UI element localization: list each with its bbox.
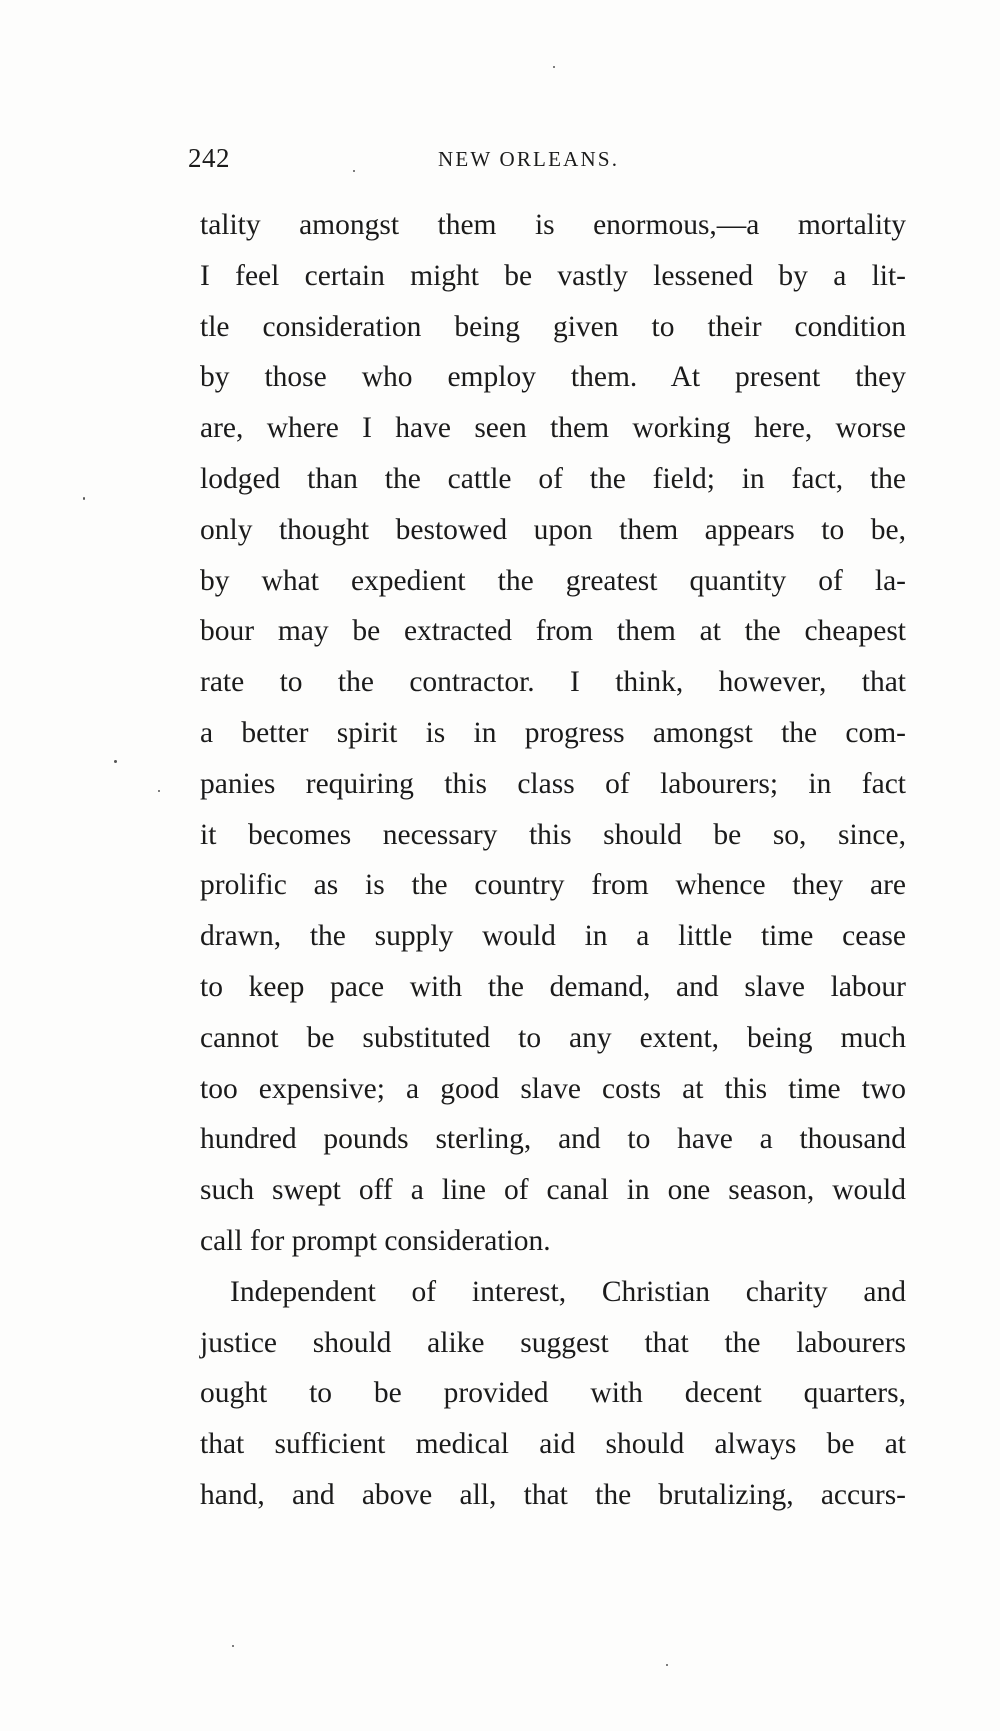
paper-speck — [158, 790, 160, 792]
text-line: drawn, the supply would in a little time cease — [200, 920, 906, 953]
text-line: cannot be substituted to any extent, being much — [200, 1021, 906, 1054]
paper-speck — [114, 760, 117, 763]
running-head — [188, 143, 908, 183]
text-line: by those who employ them. At present they — [200, 361, 906, 394]
text-line: prolific as is the country from whence they are — [200, 869, 906, 902]
running-title: NEW ORLEANS. — [438, 147, 620, 171]
text-line: bour may be extracted from them at the cheapest — [200, 615, 906, 648]
text-line: justice should alike suggest that the labourers — [200, 1326, 906, 1359]
text-line: hundred pounds sterling, and to have a thousand — [200, 1123, 906, 1156]
text-line: such swept off a line of canal in one season, would — [200, 1174, 906, 1207]
text-line: by what expedient the greatest quantity of la- — [200, 564, 906, 597]
paper-speck — [83, 497, 85, 500]
text-line: hand, and above all, that the brutalizing, accurs- — [200, 1478, 906, 1511]
text-line: rate to the contractor. I think, however, that — [200, 666, 906, 699]
text-line: that sufficient medical aid should always be at — [200, 1428, 906, 1461]
paper-speck — [232, 1645, 234, 1647]
text-line: I feel certain might be vastly lessened by a lit- — [200, 259, 906, 292]
text-line: tality amongst them is enormous,—a mortality — [200, 209, 906, 241]
text-line: ought to be provided with decent quarters, — [200, 1377, 906, 1410]
text-line: only thought bestowed upon them appears to be, — [200, 513, 906, 546]
paper-speck — [666, 1664, 668, 1666]
paragraph-start-line: Independent of interest, Christian charity and — [230, 1275, 906, 1308]
paper-speck — [553, 66, 555, 68]
text-line: tle consideration being given to their condition — [200, 310, 906, 343]
text-line: are, where I have seen them working here, worse — [200, 412, 906, 445]
text-line: to keep pace with the demand, and slave labour — [200, 970, 906, 1003]
text-line: panies requiring this class of labourers; in fact — [200, 767, 906, 800]
paper-speck — [353, 170, 355, 172]
text-line: too expensive; a good slave costs at this time two — [200, 1072, 906, 1105]
text-line: it becomes necessary this should be so, since, — [200, 818, 906, 851]
text-line: a better spirit is in progress amongst the com- — [200, 716, 906, 749]
paragraph-end-line: call for prompt consideration. — [200, 1224, 551, 1257]
page-number: 242 — [188, 143, 230, 173]
text-line: lodged than the cattle of the field; in fact, the — [200, 462, 906, 495]
body-text — [200, 200, 906, 1521]
